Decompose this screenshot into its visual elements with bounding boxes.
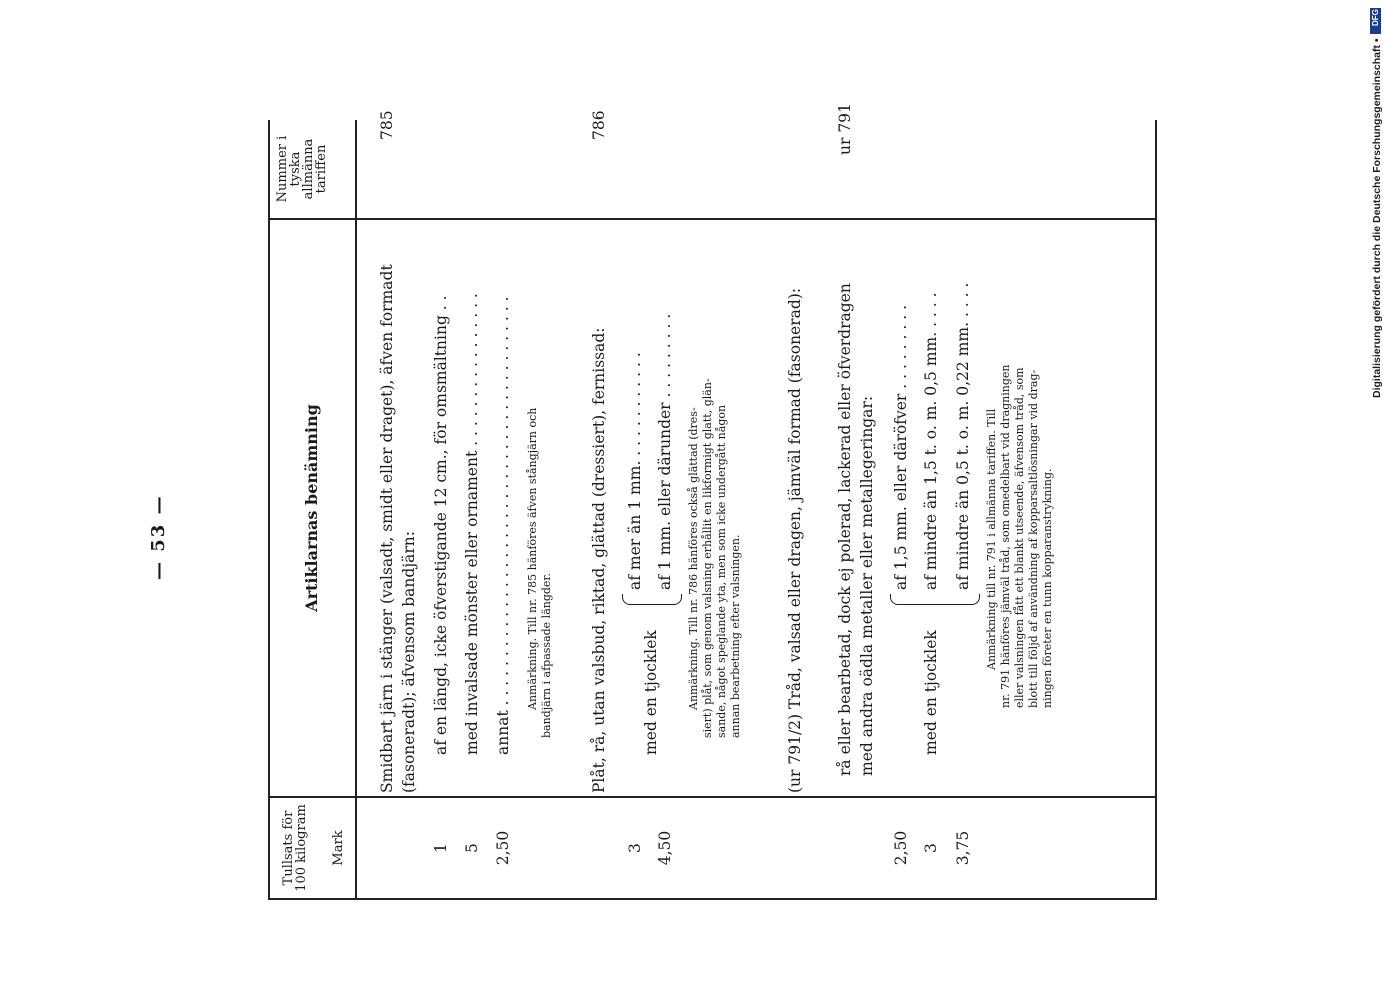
page-number: — 53 — xyxy=(148,494,169,580)
brace-786 xyxy=(622,594,682,605)
note-786-line2: siert) plåt, som genom valsning erhållit en likformigt glatt, glän- xyxy=(701,378,714,738)
rate-786-2: 4,50 xyxy=(656,830,674,866)
note-791-line2: nr. 791 hänföres jämväl tråd, som omedelbart vid dragningen xyxy=(999,364,1012,708)
rate-791-3: 3,75 xyxy=(954,830,972,866)
note-791-line4: blott till följd af användning af kopparsaltlösningar vid drag- xyxy=(1027,369,1040,708)
note-786-line3: sande, något speglande yta, men som icke undergått någon xyxy=(715,404,728,738)
tariff-number-ur-791: ur 791 xyxy=(836,103,854,155)
article-791-sub2: af mindre än 1,5 t. o. m. 0,5 mm. . . . . xyxy=(922,292,940,590)
digitization-watermark xyxy=(1338,8,1383,408)
rate-785-2: 5 xyxy=(463,843,481,853)
tariff-number-786: 786 xyxy=(590,110,608,140)
dfg-badge-label: DFG xyxy=(1371,9,1380,26)
article-786-sub1: af mer än 1 mm. . . . . . . . . . . . xyxy=(626,352,644,590)
article-791-line2: med andra oädla metaller eller metallegeringar: xyxy=(858,395,876,776)
article-786-sub2: af 1 mm. eller därunder . . . . . . . . . xyxy=(656,313,674,590)
dfg-logo-badge xyxy=(1370,8,1381,34)
article-785-sub3: annat . . . . . . . . . . . . . . . . . . . . . . . . . . . . . . . . . . . . . . . . . . xyxy=(494,296,512,755)
rate-785-1: 1 xyxy=(432,843,450,853)
rate-791-1: 2,50 xyxy=(892,830,910,866)
brace-791 xyxy=(890,594,980,605)
rate-786-1: 3 xyxy=(626,843,644,853)
column-rule-right xyxy=(268,219,1157,221)
note-786-line1: Anmärkning. Till nr. 786 hänföres också glättad (dres- xyxy=(687,407,700,710)
article-791-line1: rå eller bearbetad, dock ej polerad, lackerad eller öfverdragen xyxy=(836,283,854,776)
article-786-thickness-label: med en tjocklek xyxy=(642,630,660,755)
column-header-article: Artiklarnas benämning xyxy=(302,404,321,612)
article-785-line2: (fasoneradt); äfvensom bandjärn: xyxy=(400,531,418,793)
article-785-line1: Smidbart järn i stänger (valsadt, smidt eller draget), äfven formadt xyxy=(378,264,396,793)
note-785-line1: Anmärkning. Till nr. 785 hänföres äfven stångjärn och xyxy=(526,407,539,710)
watermark-text: Digitalisierung gefördert durch die Deutsche Forschungsgemeinschaft • xyxy=(1371,38,1383,398)
article-791-thickness-label: med en tjocklek xyxy=(922,630,940,755)
article-785-sub1: af en längd, icke öfverstigande 12 cm., för omsmältning . . xyxy=(432,295,450,755)
column-header-rate: Tullsats för 100 kilogram xyxy=(281,804,309,892)
tariff-number-785: 785 xyxy=(378,110,396,140)
header-separator xyxy=(268,898,1157,900)
header-bottom-rule xyxy=(355,120,357,900)
table-bottom-rule xyxy=(1155,120,1157,900)
table-top-rule xyxy=(268,120,270,900)
column-header-rate-unit: Mark xyxy=(331,830,346,866)
article-786-line1: Plåt, rå, utan valsbud, riktad, glättad (dressiert), fernissad: xyxy=(590,327,608,793)
column-rule-left xyxy=(268,797,1157,799)
article-791-sub1: af 1,5 mm. eller däröfver . . . . . . . . . xyxy=(892,305,910,590)
article-785-sub2: med invalsade mönster eller ornament . . . . . . . . . . . . . . . . xyxy=(463,293,481,755)
rate-785-3: 2,50 xyxy=(494,830,512,866)
rate-791-2: 3 xyxy=(922,843,940,853)
note-791-line3: eller valsningen fått ett blankt utseende, äfvensom tråd, som xyxy=(1013,367,1026,708)
note-786-line4: annan bearbetning efter valsningen. xyxy=(729,534,742,738)
note-791-line1: Anmärkning till nr. 791 i allmänna tariffen. Till xyxy=(985,408,998,670)
article-791-2-line1: (ur 791/2) Tråd, valsad eller dragen, jämväl formad (fasonerad): xyxy=(786,287,804,793)
note-791-line5: ningen företer en tunn kopparanstrykning. xyxy=(1041,468,1054,708)
column-header-number: Nummer i tyska allmänna tariffen xyxy=(275,135,329,203)
article-791-sub3: af mindre än 0,5 t. o. m. 0,22 mm. . . . . xyxy=(954,282,972,590)
note-785-line2: bandjärn i afpassade längder. xyxy=(540,573,553,738)
